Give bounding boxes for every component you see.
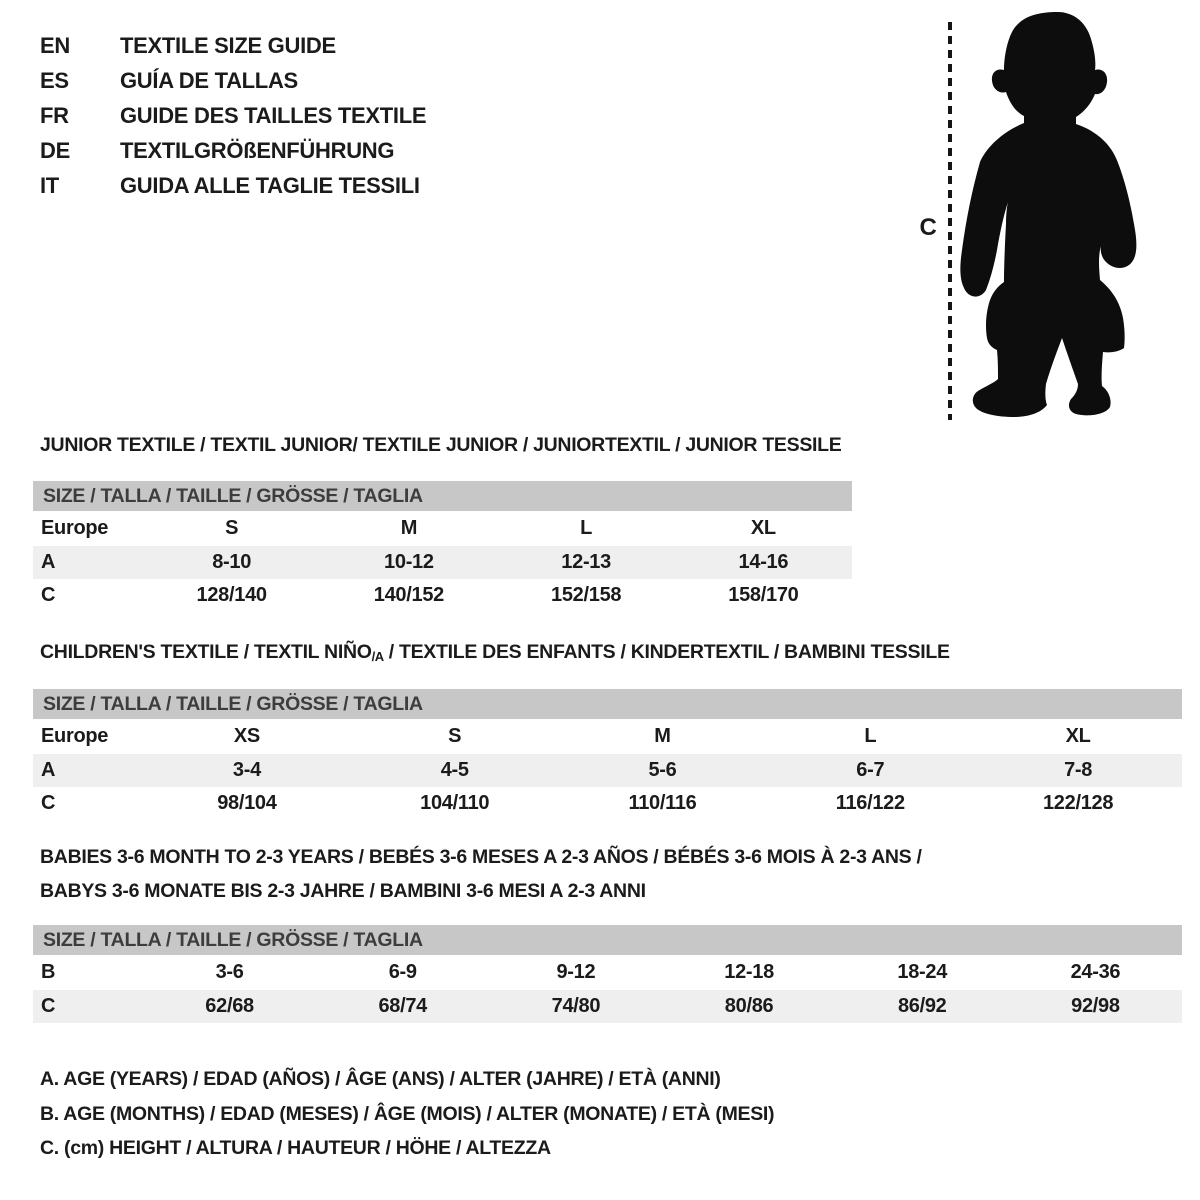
height-value: 110/116 [628,792,697,814]
children-row-c [33,787,1182,820]
guide-title-de: TEXTILGRÖßENFÜHRUNG [120,137,395,163]
height-value: 86/92 [897,995,947,1017]
babies-row-b [33,955,1182,990]
age-value: 10-12 [384,551,434,573]
height-value: 98/104 [217,792,277,814]
guide-title-fr: GUIDE DES TAILLES TEXTILE [120,102,427,128]
row-label-a: A [41,551,56,573]
age-value: 14-16 [738,551,789,573]
legend-age-months: B. AGE (MONTHS) / EDAD (MESES) / ÂGE (MOIS) / ALTER (MONATE) / ETÀ (MESI) [40,1103,775,1125]
height-value: 68/74 [378,995,428,1017]
children-size-table [33,689,1182,820]
language-code: ES [40,67,69,93]
children-title-sub: /A [371,649,384,664]
junior-size-table [33,481,852,612]
row-label-c: C [41,995,56,1017]
language-code: EN [40,32,70,58]
size-s: S [448,725,462,747]
age-value: 6-7 [856,759,885,781]
language-row-it [40,168,426,203]
junior-row-c [33,579,852,612]
junior-row-a [33,546,852,579]
children-row-a [33,754,1182,787]
babies-size-header-bar: SIZE / TALLA / TAILLE / GRÖSSE / TAGLIA [33,925,1182,955]
height-value: 104/110 [420,792,490,814]
age-months-value: 6-9 [388,961,417,983]
age-value: 4-5 [440,759,469,781]
junior-size-header-bar: SIZE / TALLA / TAILLE / GRÖSSE / TAGLIA [33,481,852,511]
height-value: 62/68 [205,995,254,1017]
height-measure-label: C [919,214,937,241]
height-value: 158/170 [728,584,799,606]
age-months-value: 12-18 [724,961,774,983]
children-title-prefix: CHILDREN'S TEXTILE / TEXTIL NIÑO [40,641,372,663]
size-m: M [400,517,418,539]
children-title-suffix: / TEXTILE DES ENFANTS / KINDERTEXTIL / BAMBINI TESSILE [383,641,950,663]
age-value: 7-8 [1064,759,1093,781]
guide-title-en: TEXTILE SIZE GUIDE [120,32,336,58]
age-months-value: 3-6 [215,961,244,983]
babies-section-title-line2: BABYS 3-6 MONATE BIS 2-3 JAHRE / BAMBINI 3-6 MESI A 2-3 ANNI [40,880,646,902]
language-code: IT [40,172,59,198]
junior-sizes-row [33,511,852,546]
height-value: 122/128 [1042,792,1114,814]
age-months-value: 24-36 [1070,961,1121,983]
row-label-c: C [41,792,56,814]
height-value: 140/152 [373,584,444,606]
babies-row-c [33,990,1182,1023]
size-m: M [654,725,671,747]
children-size-header-bar: SIZE / TALLA / TAILLE / GRÖSSE / TAGLIA [33,689,1182,719]
age-value: 5-6 [648,759,677,781]
size-l: L [580,517,593,539]
babies-size-table [33,925,1182,1023]
language-row-fr [40,98,426,133]
legend-height-cm: C. (cm) HEIGHT / ALTURA / HAUTEUR / HÖHE / ALTEZZA [40,1137,551,1159]
row-label-c: C [41,584,56,606]
height-value: 74/80 [551,995,601,1017]
age-value: 3-4 [232,759,261,781]
age-value: 8-10 [212,551,252,573]
row-label-b: B [41,961,56,983]
size-xl: XL [1065,725,1091,747]
region-label: Europe [41,725,109,747]
guide-title-es: GUÍA DE TALLAS [120,67,298,93]
baby-silhouette-icon [940,4,1160,434]
size-s: S [225,517,239,539]
age-months-value: 18-24 [897,961,948,983]
legend-age-years: A. AGE (YEARS) / EDAD (AÑOS) / ÂGE (ANS) / ALTER (JAHRE) / ETÀ (ANNI) [40,1068,721,1090]
babies-section-title-line1: BABIES 3-6 MONTH TO 2-3 YEARS / BEBÉS 3-6 MESES A 2-3 AÑOS / BÉBÉS 3-6 MOIS À 2-3 ANS / [40,846,922,868]
language-row-en [40,28,426,63]
language-code: DE [40,137,70,163]
height-value: 116/122 [835,792,905,814]
age-months-value: 9-12 [556,961,596,983]
height-value: 128/140 [196,584,267,606]
region-label: Europe [41,517,109,539]
guide-title-it: GUIDA ALLE TAGLIE TESSILI [120,172,420,198]
age-value: 12-13 [561,551,611,573]
size-xs: XS [233,725,260,747]
height-value: 92/98 [1071,995,1120,1017]
language-header [40,28,426,203]
height-value: 152/158 [551,584,622,606]
children-sizes-row [33,719,1182,754]
language-row-de [40,133,426,168]
height-value: 80/86 [724,995,774,1017]
size-l: L [864,725,877,747]
row-label-a: A [41,759,56,781]
junior-section-title: JUNIOR TEXTILE / TEXTIL JUNIOR/ TEXTILE JUNIOR / JUNIORTEXTIL / JUNIOR TESSILE [40,434,842,456]
children-section-title [40,641,950,664]
language-row-es [40,63,426,98]
size-xl: XL [750,517,776,539]
language-code: FR [40,102,69,128]
